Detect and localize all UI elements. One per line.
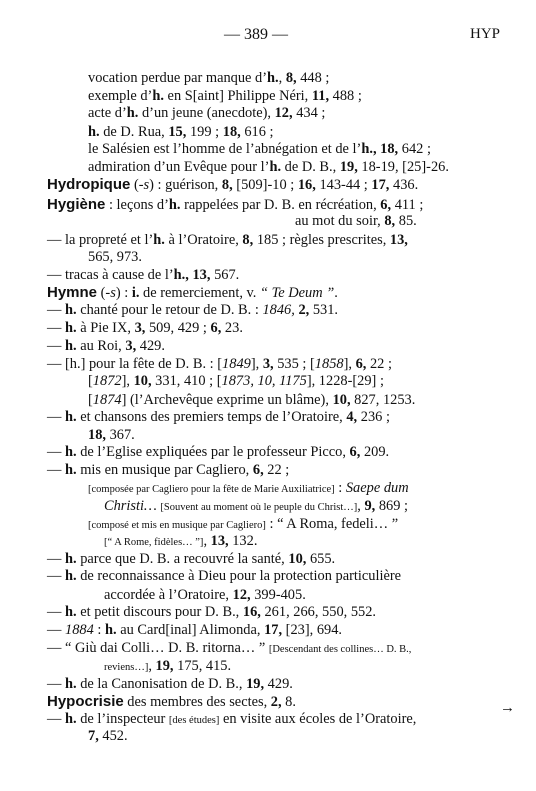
text-segment: 13, [210,533,229,550]
text-segment: 22 ; [263,462,290,478]
text-segment: — [47,462,65,478]
index-line [88,249,142,267]
text-segment: 13, [389,231,408,248]
index-line [47,338,165,356]
text-segment: en S[aint] Philippe Néri, [163,87,312,104]
text-segment: à Pie IX, [76,320,135,337]
text-segment: 8, [285,70,297,86]
text-segment: 3, [134,320,146,337]
text-segment: h. [65,550,77,567]
text-segment: 429. [136,338,165,354]
text-segment: 655. [306,550,336,567]
text-segment: 429. [264,675,293,692]
text-segment: mis en musique par Cagliero, [76,462,253,478]
text-segment: ( [130,177,139,194]
text-segment: [ [88,391,93,408]
text-segment: au Card[inal] Alimonda, [116,622,265,638]
text-segment: h., [361,141,377,158]
text-segment: , [148,658,156,674]
index-line [47,604,376,622]
text-segment: 565, 973. [88,249,142,266]
text-segment: — [47,320,65,337]
text-segment: 399-405. [250,586,306,603]
text-segment: 531. [309,302,339,318]
text-segment: h. [65,710,77,727]
text-segment: parce que D. B. a recouvré la santé, [76,550,289,567]
text-segment: [ [88,373,93,390]
text-segment: 367. [106,426,135,443]
text-segment: 567. [210,266,240,283]
text-segment: 22 ; [366,355,392,372]
text-segment: rappelées par D. B. en récréation, [180,196,381,213]
text-segment: Saepe dum [345,479,409,496]
text-segment: i. [131,285,140,302]
text-segment: -s [138,177,150,194]
text-segment: : “ A Roma, fedeli… ” [265,515,399,532]
text-segment: 869 ; [375,498,409,514]
index-line [47,622,342,640]
text-segment: 616 ; [240,123,274,140]
text-segment: — [47,409,65,426]
text-segment: h. [126,105,139,122]
text-segment: 1872 [92,373,122,390]
text-segment: h. [65,675,77,692]
text-segment: [composée par Cagliero pour la fête de Marie Auxiliatrice] [88,483,335,495]
text-segment: [“ A Rome, fidèles… ”] [104,537,204,549]
text-segment: vocation perdue par manque d’ [88,70,268,86]
text-segment: 18, [380,141,399,158]
index-line [47,551,335,569]
text-segment: 1873, 10, 1175 [221,373,307,390]
text-segment: des membres des sectes, [123,694,271,711]
text-segment: [composé et mis en musique par Cagliero] [88,519,266,531]
index-line [47,409,390,427]
text-segment: h. [65,320,77,337]
text-segment: 10, [133,373,152,390]
text-segment: , [357,498,365,514]
text-segment: — [47,622,65,638]
text-segment: h. [65,409,77,426]
text-segment: 3, [262,355,274,372]
text-segment: en visite aux écoles de l’Oratoire, [219,710,417,727]
text-segment: 10, [332,391,351,408]
text-segment: accordée à l’Oratoire, [104,586,233,603]
text-segment: de D. Rua, [99,123,169,140]
text-segment: [Descendant des collines… D. B., [268,643,412,655]
text-segment: h. [65,338,77,354]
index-line [88,373,384,391]
text-segment: [509]-10 ; [232,177,298,194]
text-segment: 261, 266, 550, 552. [260,604,377,621]
index-line [88,159,449,177]
text-segment: — [47,675,65,692]
index-line [88,728,128,746]
index-line [47,267,239,285]
text-segment: , [203,533,211,550]
text-segment: — [47,568,65,585]
text-segment: 10, [288,550,307,567]
text-segment: — “ Giù dai Colli… D. B. ritorna… ” [47,639,269,656]
text-segment: 3, [125,338,137,354]
index-line [88,516,398,534]
index-line [47,693,296,711]
running-head: HYP [470,26,501,42]
text-segment: 2, [270,694,282,711]
text-segment: , [278,70,286,86]
index-line [47,568,401,586]
text-segment: 8, [242,231,254,248]
text-segment: : leçons d’ [105,196,169,213]
text-segment: 2, [298,302,310,318]
index-line [88,392,415,410]
text-segment: ], 1228-[29] ; [306,373,384,390]
text-segment: h. [152,87,164,104]
text-segment: : [93,622,105,638]
index-line [47,302,338,320]
text-segment: 488 ; [329,87,362,104]
text-segment: 8, [384,213,396,230]
text-segment: h. [65,462,77,478]
index-line [47,640,411,658]
text-segment: 236 ; [357,409,390,426]
text-segment: 642 ; [398,141,431,158]
text-segment: [Souvent au moment où le peuple du Christ…] [160,502,358,513]
text-segment: de la Canonisation de D. B., [76,675,247,692]
text-segment: 535 ; [ [273,355,315,372]
text-segment: 16, [242,604,261,621]
text-segment: 18, [222,123,241,140]
text-segment: Christi… [104,498,157,514]
text-segment: 827, 1253. [350,391,416,408]
text-segment: “ Te Deum ” [259,285,335,302]
text-segment: 7, [88,728,99,745]
index-line [47,676,293,694]
text-segment: . [334,285,338,302]
text-segment: 4, [346,409,358,426]
index-line [295,213,417,231]
text-segment: 1858 [314,355,344,372]
text-segment: ], [343,355,356,372]
text-segment: h. [168,196,181,213]
text-segment: admiration d’un Evêque pour l’ [88,158,270,175]
text-segment: 16, [297,177,316,194]
text-segment: 6, [380,196,392,213]
text-segment: 448 ; [296,70,330,86]
text-segment: 12, [274,105,293,122]
index-line [88,427,135,445]
index-line [47,176,418,194]
index-line [104,587,306,605]
headword: Hygiène [47,195,106,213]
text-segment: de l’inspecteur [76,710,169,727]
text-segment: 19, [246,675,265,692]
text-segment: 452. [98,728,128,745]
text-segment: 9, [364,498,376,514]
text-segment: ) : guérison, [149,177,222,194]
text-segment: 23. [221,320,243,337]
text-segment: chanté pour le retour de D. B. : [76,302,263,318]
headword: Hydropique [47,176,131,194]
text-segment: h. [153,231,165,248]
text-segment: 1846, [262,302,295,318]
text-segment: à l’Oratoire, [164,231,243,248]
text-segment: h. [88,123,100,140]
text-segment: [des études] [168,714,220,726]
text-segment: — la propreté et l’ [47,231,154,248]
index-line [88,70,329,88]
text-segment: 199 ; [186,123,223,140]
text-segment: 1849 [222,355,251,372]
text-segment: 15, [168,123,187,140]
text-segment: 509, 429 ; [145,320,211,337]
index-line [88,124,274,142]
text-segment: h. [269,158,282,175]
text-segment: — [47,710,65,727]
index-line [47,196,423,214]
index-line [47,284,338,302]
text-segment: et chansons des premiers temps de l’Oratoire, [76,409,347,426]
text-segment: — [47,444,65,461]
text-segment: -s [105,285,116,302]
text-segment: 411 ; [391,196,424,213]
text-segment: 19, [155,658,174,674]
text-segment: : [334,479,346,496]
text-segment: de D. B., [281,158,340,175]
index-line [88,480,409,498]
text-segment: 1874 [92,391,122,408]
index-line [47,232,408,250]
text-segment: 13, [192,266,211,283]
text-segment: 8. [281,694,296,711]
text-segment: 17, [371,177,390,194]
text-segment: de remerciement, v. [139,285,260,302]
text-segment: 436. [389,177,419,194]
headword: Hymne [47,284,98,302]
index-line [47,356,392,374]
index-line [88,88,362,106]
text-segment: — [47,302,65,318]
text-segment: le Salésien est l’homme de l’abnégation et de l’ [88,141,362,158]
text-segment: 209. [360,444,390,461]
index-line [88,141,431,159]
continuation-arrow: → [500,700,515,716]
text-segment: — [47,604,65,621]
text-segment: d’un jeune (anecdote), [138,105,275,122]
text-segment: 18, [88,426,106,443]
index-line [47,444,389,462]
text-segment: de l’Eglise expliquées par le professeur Picco, [76,444,350,461]
text-segment: 6, [355,355,367,372]
index-line [104,533,257,551]
text-segment: 175, 415. [173,658,232,674]
page-number: — 389 — [224,26,288,43]
text-segment: 17, [264,622,283,638]
text-segment: 6, [252,462,264,478]
index-line [104,498,408,516]
text-segment: ], [121,373,134,390]
text-segment: 6, [349,444,361,461]
text-segment: — [47,550,65,567]
index-line [47,462,289,480]
index-line [88,105,325,123]
text-segment: — [h.] pour la fête de D. B. : [ [47,355,223,372]
text-segment: 434 ; [292,105,326,122]
text-segment: 19, [339,158,358,175]
text-segment: 85. [395,213,417,230]
text-segment: h. [65,568,77,585]
text-segment: et petit discours pour D. B., [76,604,243,621]
text-segment: exemple d’ [88,87,153,104]
text-segment: h. [65,444,77,461]
text-segment: — tracas à cause de l’ [47,266,174,283]
text-segment: 6, [210,320,222,337]
text-segment: h. [104,622,117,638]
headword: Hypocrisie [47,693,124,711]
text-segment: 185 ; règles prescrites, [253,231,390,248]
text-segment: 11, [311,87,330,104]
text-segment: ) : [115,285,132,302]
text-segment: 8, [221,177,233,194]
text-segment: 132. [228,533,258,550]
text-segment: 12, [232,586,251,603]
text-segment: 1884 [65,622,94,638]
text-segment: h. [65,604,77,621]
text-segment: ], [250,355,263,372]
text-segment: — [47,338,65,354]
text-segment: h. [65,302,77,318]
text-segment: reviens…] [104,662,149,673]
text-segment: h. [267,70,279,86]
index-line [47,320,243,338]
text-segment: acte d’ [88,105,127,122]
text-segment: au mot du soir, [295,213,385,230]
index-line [47,711,416,729]
text-segment: 143-44 ; [315,177,372,194]
text-segment: 18-19, [25]-26. [357,158,449,175]
text-segment: au Roi, [76,338,126,354]
text-segment: [23], 694. [282,622,343,638]
index-line [104,658,231,676]
text-segment: ] (l’Archevêque exprime un blâme), [121,391,333,408]
text-segment: h., [173,266,189,283]
text-segment: 331, 410 ; [ [151,373,222,390]
text-segment: ( [97,285,106,302]
text-segment: de reconnaissance à Dieu pour la protection particulière [76,568,402,585]
